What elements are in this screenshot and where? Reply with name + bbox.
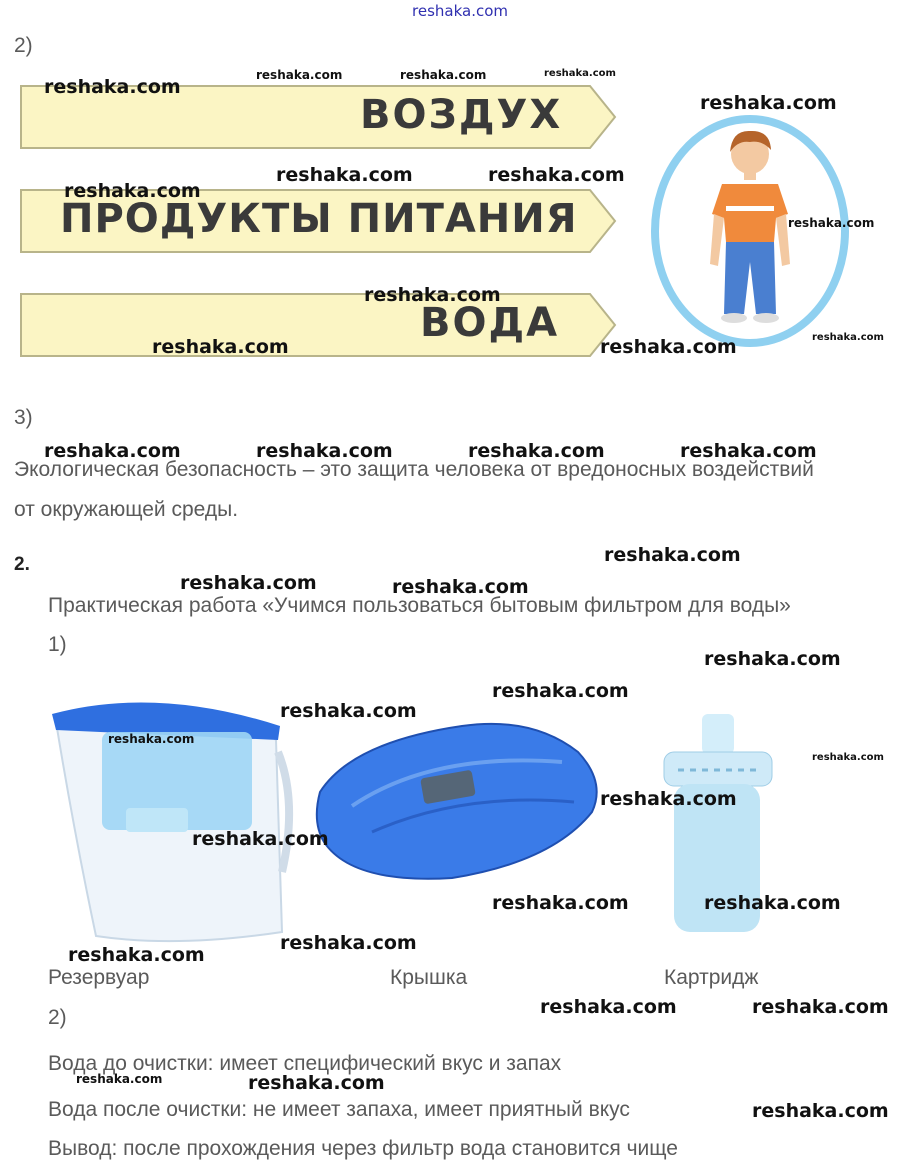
sign-label-food: ПРОДУКТЫ ПИТАНИЯ [60, 196, 578, 242]
watermark: reshaka.com [192, 828, 329, 850]
reservoir-image [46, 692, 296, 948]
watermark: reshaka.com [256, 68, 343, 82]
part-2-label: 2) [48, 1006, 67, 1029]
watermark: reshaka.com [788, 216, 875, 230]
watermark: reshaka.com [600, 788, 737, 810]
watermark: reshaka.com [76, 1072, 163, 1086]
sign-label-air: ВОЗДУХ [360, 92, 563, 138]
watermark: reshaka.com [680, 440, 817, 462]
watermark: reshaka.com [544, 68, 616, 79]
practical-title: Практическая работа «Учимся пользоваться бытовым фильтром для воды» [48, 594, 791, 617]
watermark: reshaka.com [152, 336, 289, 358]
watermark: reshaka.com [400, 68, 487, 82]
watermark: reshaka.com [280, 932, 417, 954]
sign-label-water: ВОДА [420, 300, 560, 346]
part-1-label: 1) [48, 633, 67, 656]
watermark: reshaka.com [704, 648, 841, 670]
task-number: 2. [14, 554, 30, 575]
section-3-label: 3) [14, 406, 33, 429]
boy-illustration [650, 114, 850, 348]
watermark: reshaka.com [180, 572, 317, 594]
watermark: reshaka.com [44, 76, 181, 98]
section-3-text-line1: Экологическая безопасность – это защита человека от вредоносных воздействий [14, 458, 814, 481]
watermark: reshaka.com [700, 92, 837, 114]
watermark: reshaka.com [64, 180, 201, 202]
result-before: Вода до очистки: имеет специфический вкус и запах [48, 1052, 562, 1075]
watermark: reshaka.com [492, 892, 629, 914]
watermark: reshaka.com [276, 164, 413, 186]
watermark: reshaka.com [812, 332, 884, 343]
caption-reservoir: Резервуар [48, 966, 150, 989]
caption-lid: Крышка [390, 966, 468, 989]
result-conclusion: Вывод: после прохождения через фильтр вода становится чище [48, 1137, 678, 1160]
result-after: Вода после очистки: не имеет запаха, имеет приятный вкус [48, 1098, 630, 1121]
watermark: reshaka.com [248, 1072, 385, 1094]
watermark: reshaka.com [752, 996, 889, 1018]
watermark: reshaka.com [488, 164, 625, 186]
watermark: reshaka.com [812, 752, 884, 763]
caption-cartridge: Картридж [664, 966, 759, 989]
watermark: reshaka.com [108, 732, 195, 746]
watermark: reshaka.com [364, 284, 501, 306]
watermark: reshaka.com [256, 440, 393, 462]
watermark: reshaka.com [752, 1100, 889, 1122]
watermark: reshaka.com [492, 680, 629, 702]
lid-image [312, 712, 608, 884]
watermark-top[interactable]: reshaka.com [412, 2, 508, 20]
watermark: reshaka.com [68, 944, 205, 966]
watermark: reshaka.com [44, 440, 181, 462]
sign-water [20, 292, 615, 358]
watermark: reshaka.com [540, 996, 677, 1018]
watermark: reshaka.com [604, 544, 741, 566]
watermark: reshaka.com [600, 336, 737, 358]
section-3-text-line2: от окружающей среды. [14, 498, 239, 521]
watermark: reshaka.com [280, 700, 417, 722]
watermark: reshaka.com [392, 576, 529, 598]
watermark: reshaka.com [468, 440, 605, 462]
section-2-label: 2) [14, 34, 33, 57]
watermark: reshaka.com [704, 892, 841, 914]
